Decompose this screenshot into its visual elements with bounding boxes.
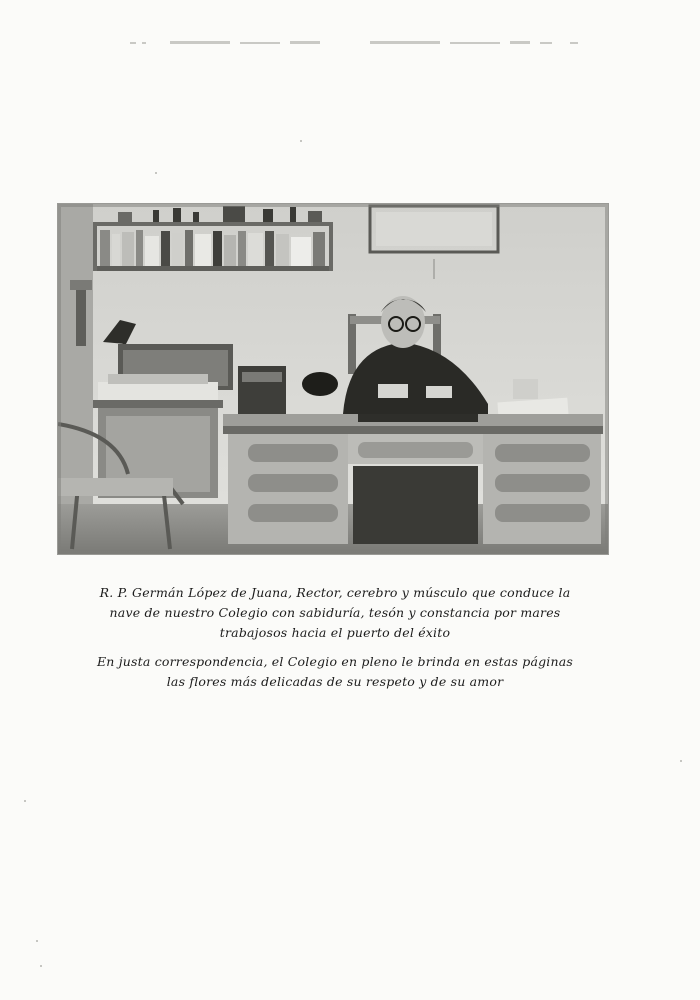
- photograph-rector-at-desk: [57, 203, 609, 555]
- paper-speck: [155, 172, 157, 174]
- bleed-through-marks: [130, 38, 600, 48]
- paper-speck: [24, 800, 26, 802]
- desk: [223, 414, 603, 544]
- paper-speck: [40, 965, 42, 967]
- paper-speck: [680, 760, 682, 762]
- caption-paragraph-1: R. P. Germán López de Juana, Rector, cerebro y músculo que conduce la nave de nuestro Colegio con sabiduría, tesón y constancia por mares trabajosos hacia el puerto del éxito: [99, 585, 571, 640]
- paper-speck: [36, 940, 38, 942]
- caption-paragraph-2: En justa correspondencia, el Colegio en pleno le brinda en estas páginas las flores más delicadas de su respeto y de su amor: [96, 654, 574, 689]
- paper-speck: [300, 140, 302, 142]
